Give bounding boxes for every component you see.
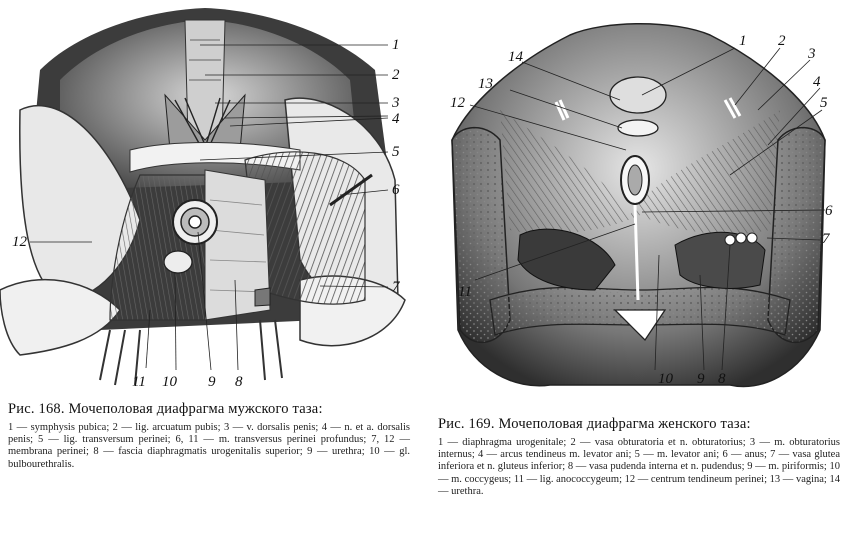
fig168-label-8: 8 (235, 374, 243, 390)
fig168-label-12: 12 (12, 234, 27, 250)
fig169-label-9: 9 (697, 371, 705, 387)
figure-168-caption-title: Рис. 168. Мочеполовая диафрагма мужского таза: (8, 401, 323, 417)
figure-169 (430, 0, 847, 400)
fig168-label-7: 7 (392, 279, 400, 295)
figure-169-caption-legend: 1 — diaphragma urogenitale; 2 — vasa obturatoria et n. obturatorius; 3 — m. obturatorius internus; 4 — arcus tendineus m. levator ani; 5 — m. levator ani; 6 — anus; 7 — vasa glutea inferiora et n. gluteus inferior; 8 — vasa pudenda interna et n. pudendus; 9 — m. piriformis; 10 — m. coccygeus; 11 — lig. anococcygeum; 12 — centrum tendineum perinei; 13 — vagina; 14 — urethra. (438, 437, 840, 497)
fig169-label-13: 13 (478, 76, 493, 92)
figure-169-caption-title: Рис. 169. Мочеполовая диафрагма женского таза: (438, 416, 751, 432)
fig169-label-2: 2 (778, 33, 786, 49)
fig169-label-14: 14 (508, 49, 523, 65)
figure-168-caption (8, 400, 410, 471)
fig168-label-4: 4 (392, 111, 400, 127)
fig168-label-1: 1 (392, 37, 400, 53)
fig169-label-4: 4 (813, 74, 821, 90)
figure-169-illustration (430, 0, 847, 400)
fig168-label-9: 9 (208, 374, 216, 390)
fig169-label-3: 3 (808, 46, 816, 62)
fig168-label-5: 5 (392, 144, 400, 160)
fig169-label-5: 5 (820, 95, 828, 111)
fig168-label-2: 2 (392, 67, 400, 83)
figure-169-caption (438, 415, 840, 498)
fig169-label-10: 10 (658, 371, 673, 387)
fig169-label-7: 7 (822, 231, 830, 247)
figure-168 (0, 0, 410, 400)
fig169-label-1: 1 (739, 33, 747, 49)
fig168-label-3: 3 (392, 95, 400, 111)
figure-168-illustration (0, 0, 410, 400)
fig168-label-11: 11 (132, 374, 146, 390)
fig169-label-6: 6 (825, 203, 833, 219)
fig169-label-11: 11 (458, 284, 472, 300)
figure-168-caption-legend: 1 — symphysis pubica; 2 — lig. arcuatum pubis; 3 — v. dorsalis penis; 4 — n. et a. dorsalis penis; 5 — lig. transversum perinei; 6, 11 — m. transversus perinei profundus; 7, 12 — membrana perinei; 8 — fascia diaphragmatis urogenitalis superior; 9 — urethra; 10 — gl. bulbourethralis. (8, 422, 410, 470)
fig168-label-10: 10 (162, 374, 177, 390)
fig169-label-12: 12 (450, 95, 465, 111)
fig169-label-8: 8 (718, 371, 726, 387)
fig168-label-6: 6 (392, 182, 400, 198)
